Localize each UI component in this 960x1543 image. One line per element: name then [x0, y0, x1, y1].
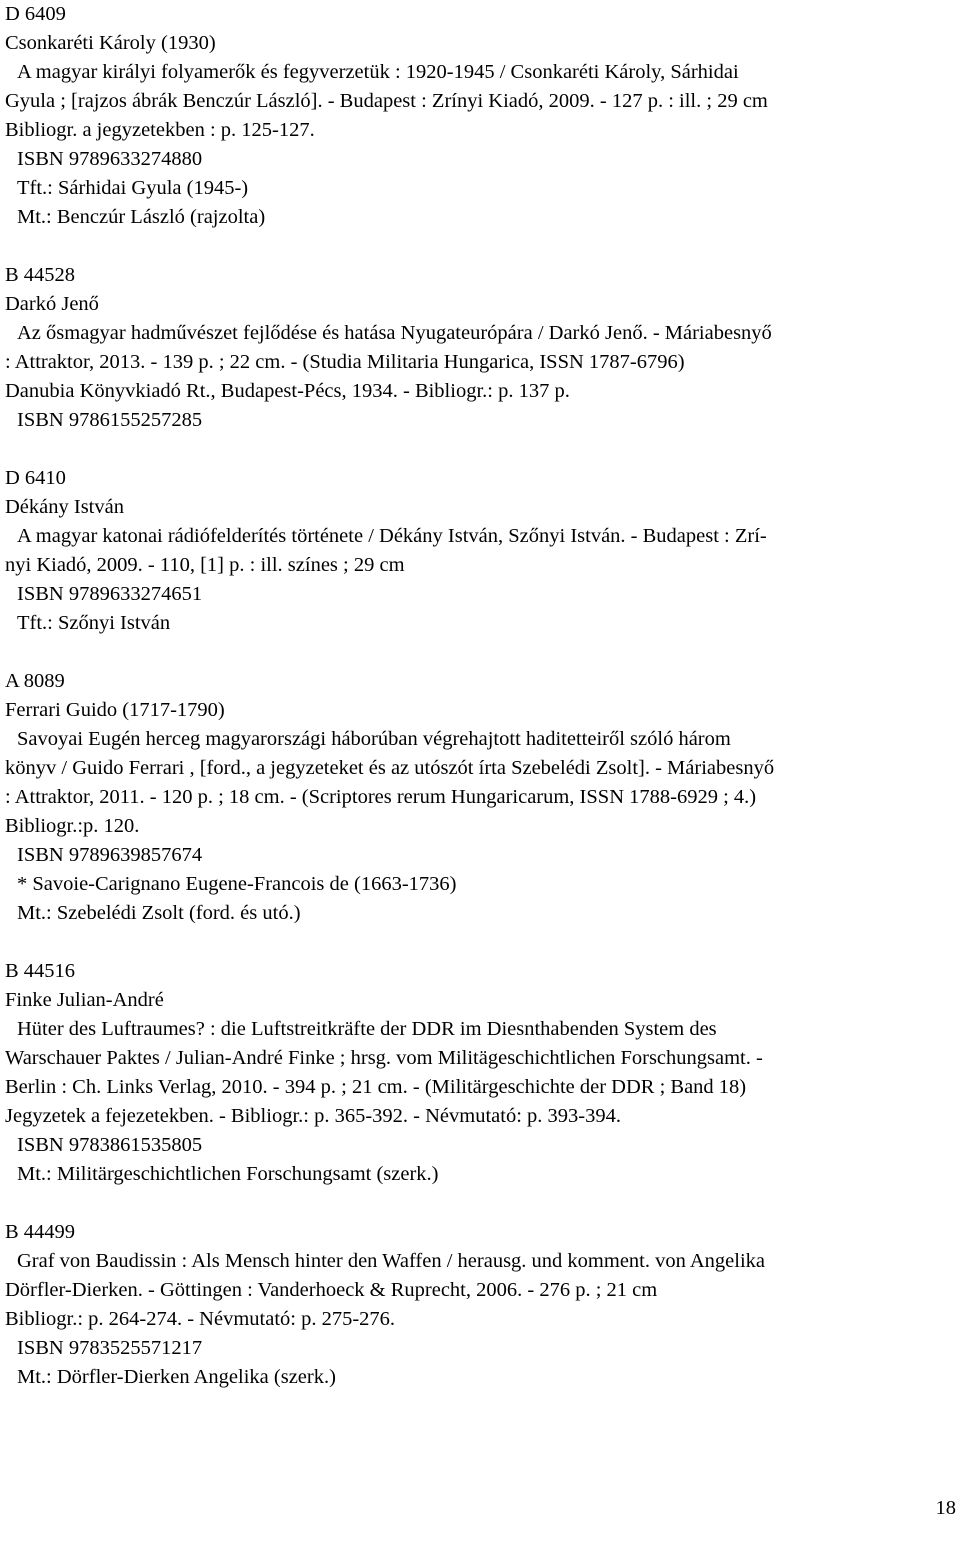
entry-note: Mt.: Militärgeschichtlichen Forschungsamt (szerk.) — [17, 1163, 439, 1185]
entry-note: Mt.: Dörfler-Dierken Angelika (szerk.) — [17, 1366, 336, 1388]
entry-author: Ferrari Guido (1717-1790) — [5, 699, 225, 721]
entry-description-line: : Attraktor, 2013. - 139 p. ; 22 cm. - (Studia Militaria Hungarica, ISSN 1787-6796) — [5, 351, 685, 373]
entry-description-line: Bibliogr. a jegyzetekben : p. 125-127. — [5, 119, 315, 141]
entry-isbn: ISBN 9789639857674 — [17, 844, 203, 866]
entry-note: Mt.: Szebelédi Zsolt (ford. és utó.) — [17, 902, 301, 924]
entry-code: D 6409 — [5, 3, 66, 25]
entry-code: A 8089 — [5, 670, 65, 692]
entry-code: B 44516 — [5, 960, 76, 982]
entry-description-line: Warschauer Paktes / Julian-André Finke ; hrsg. vom Militägeschichtlichen Forschungsamt. - — [5, 1047, 763, 1069]
entry-note: * Savoie-Carignano Eugene-Francois de (1663-1736) — [17, 873, 457, 895]
entry-title-line: Graf von Baudissin : Als Mensch hinter den Waffen / herausg. und komment. von Angelika — [17, 1250, 765, 1272]
entry-description-line: Bibliogr.:p. 120. — [5, 815, 140, 837]
catalog-page — [5, 0, 955, 1421]
entry-note: Tft.: Sárhidai Gyula (1945-) — [17, 177, 249, 199]
catalog-entry — [5, 261, 955, 435]
entry-description-line: : Attraktor, 2011. - 120 p. ; 18 cm. - (Scriptores rerum Hungaricarum, ISSN 1788-6929 ; 4.) — [5, 786, 757, 808]
entry-note: Tft.: Szőnyi István — [17, 612, 171, 634]
entry-description-line: Jegyzetek a fejezetekben. - Bibliogr.: p. 365-392. - Névmutató: p. 393-394. — [5, 1105, 621, 1127]
entry-description-line: Gyula ; [rajzos ábrák Benczúr László]. - Budapest : Zrínyi Kiadó, 2009. - 127 p. : ill. ; 29 cm — [5, 90, 768, 112]
entry-note: Mt.: Benczúr László (rajzolta) — [17, 206, 266, 228]
entry-code: D 6410 — [5, 467, 66, 489]
catalog-entry — [5, 667, 955, 928]
entry-isbn: ISBN 9786155257285 — [17, 409, 203, 431]
entry-author: Csonkaréti Károly (1930) — [5, 32, 216, 54]
entry-isbn: ISBN 9789633274651 — [17, 583, 203, 605]
entry-description-line: Berlin : Ch. Links Verlag, 2010. - 394 p. ; 21 cm. - (Militärgeschichte der DDR ; Band 18) — [5, 1076, 747, 1098]
entry-author: Finke Julian-André — [5, 989, 164, 1011]
entry-author: Dékány István — [5, 496, 124, 518]
entry-title-line: A magyar királyi folyamerők és fegyverzetük : 1920-1945 / Csonkaréti Károly, Sárhidai — [17, 61, 739, 83]
entry-description-line: Bibliogr.: p. 264-274. - Névmutató: p. 275-276. — [5, 1308, 396, 1330]
entry-code: B 44499 — [5, 1221, 76, 1243]
entry-title-line: Savoyai Eugén herceg magyarországi háborúban végrehajtott haditetteiről szóló három — [17, 728, 731, 750]
entry-description-line: nyi Kiadó, 2009. - 110, [1] p. : ill. színes ; 29 cm — [5, 554, 405, 576]
catalog-entry — [5, 464, 955, 638]
page-number: 18 — [935, 1497, 956, 1519]
entry-isbn: ISBN 9789633274880 — [17, 148, 203, 170]
entry-description-line: Dörfler-Dierken. - Göttingen : Vanderhoeck & Ruprecht, 2006. - 276 p. ; 21 cm — [5, 1279, 658, 1301]
catalog-entry — [5, 957, 955, 1189]
entry-description-line: könyv / Guido Ferrari , [ford., a jegyzeteket és az utószót írta Szebelédi Zsolt]. - Máriabesnyő — [5, 757, 775, 779]
entry-author: Darkó Jenő — [5, 293, 99, 315]
entry-title-line: A magyar katonai rádiófelderítés története / Dékány István, Szőnyi István. - Budapest : Zrí- — [17, 525, 767, 547]
entry-title-line: Az ősmagyar hadművészet fejlődése és hatása Nyugateurópára / Darkó Jenő. - Máriabesnyő — [17, 322, 772, 344]
entry-isbn: ISBN 9783861535805 — [17, 1134, 203, 1156]
entry-code: B 44528 — [5, 264, 76, 286]
entry-title-line: Hüter des Luftraumes? : die Luftstreitkräfte der DDR im Diesnthabenden System des — [17, 1018, 717, 1040]
catalog-entry — [5, 0, 955, 232]
catalog-entry — [5, 1218, 955, 1392]
entry-isbn: ISBN 9783525571217 — [17, 1337, 203, 1359]
entry-description-line: Danubia Könyvkiadó Rt., Budapest-Pécs, 1934. - Bibliogr.: p. 137 p. — [5, 380, 570, 402]
